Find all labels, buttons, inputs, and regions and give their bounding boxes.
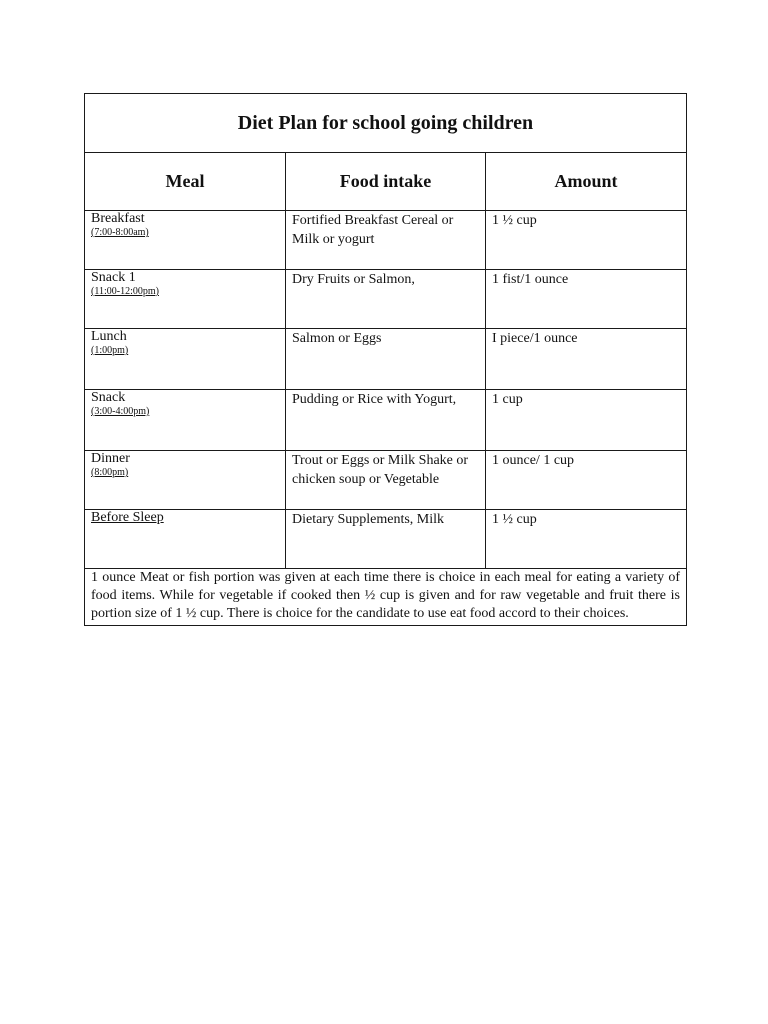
amount-cell <box>486 451 687 510</box>
meal-time: (11:00-12:00pm) <box>91 286 159 297</box>
meal-name: Lunch <box>91 329 127 344</box>
title-row <box>85 94 687 153</box>
meal-time: (7:00-8:00am) <box>91 227 149 238</box>
column-header-food-intake: Food intake <box>286 153 486 211</box>
meal-name: Snack 1 <box>91 270 136 285</box>
meal-time: (3:00-4:00pm) <box>91 406 150 417</box>
column-header-amount: Amount <box>486 153 687 211</box>
table-row <box>85 329 687 390</box>
amount-cell <box>486 270 687 329</box>
meal-name: Snack <box>91 390 126 405</box>
table-title: Diet Plan for school going children <box>85 94 687 153</box>
note-row <box>85 569 687 626</box>
food-text: Dry Fruits or Salmon, <box>292 272 415 287</box>
meal-name: Dinner <box>91 451 130 466</box>
food-cell <box>286 211 486 270</box>
table-row <box>85 510 687 569</box>
food-text: Salmon or Eggs <box>292 331 382 346</box>
amount-text: 1 ½ cup <box>492 512 537 527</box>
food-text: Pudding or Rice with Yogurt, <box>292 392 457 407</box>
food-cell <box>286 270 486 329</box>
table-note: 1 ounce Meat or fish portion was given at each time there is choice in each meal for eating a variety of food items. While for vegetable if cooked then ½ cup is given and for raw vegetable and fruit there is portion size of 1 ½ cup. There is choice for the candidate to use eat food accord to their choices. <box>85 569 687 626</box>
amount-text: I piece/1 ounce <box>492 331 578 346</box>
amount-text: 1 ½ cup <box>492 213 537 228</box>
amount-cell <box>486 390 687 451</box>
meal-cell <box>85 390 286 451</box>
amount-text: 1 ounce/ 1 cup <box>492 453 575 468</box>
column-header-meal: Meal <box>85 153 286 211</box>
food-cell <box>286 451 486 510</box>
amount-cell <box>486 211 687 270</box>
table-row <box>85 390 687 451</box>
table-row <box>85 211 687 270</box>
meal-cell <box>85 211 286 270</box>
meal-cell <box>85 329 286 390</box>
diet-plan-table <box>84 93 687 626</box>
amount-text: 1 cup <box>492 392 523 407</box>
meal-cell <box>85 510 286 569</box>
food-cell <box>286 390 486 451</box>
meal-name: Before Sleep <box>91 510 164 525</box>
food-text: Dietary Supplements, Milk <box>292 512 445 527</box>
food-cell <box>286 329 486 390</box>
food-cell <box>286 510 486 569</box>
table-row <box>85 451 687 510</box>
meal-time: (8:00pm) <box>91 467 129 478</box>
amount-text: 1 fist/1 ounce <box>492 272 569 287</box>
amount-cell <box>486 510 687 569</box>
food-text: Fortified Breakfast Cereal or Milk or yogurt <box>292 213 454 247</box>
meal-cell <box>85 451 286 510</box>
table-row <box>85 270 687 329</box>
header-row <box>85 153 687 211</box>
amount-cell <box>486 329 687 390</box>
meal-cell <box>85 270 286 329</box>
meal-time: (1:00pm) <box>91 345 129 356</box>
meal-name: Breakfast <box>91 211 145 226</box>
food-text: Trout or Eggs or Milk Shake or chicken soup or Vegetable <box>292 453 469 487</box>
